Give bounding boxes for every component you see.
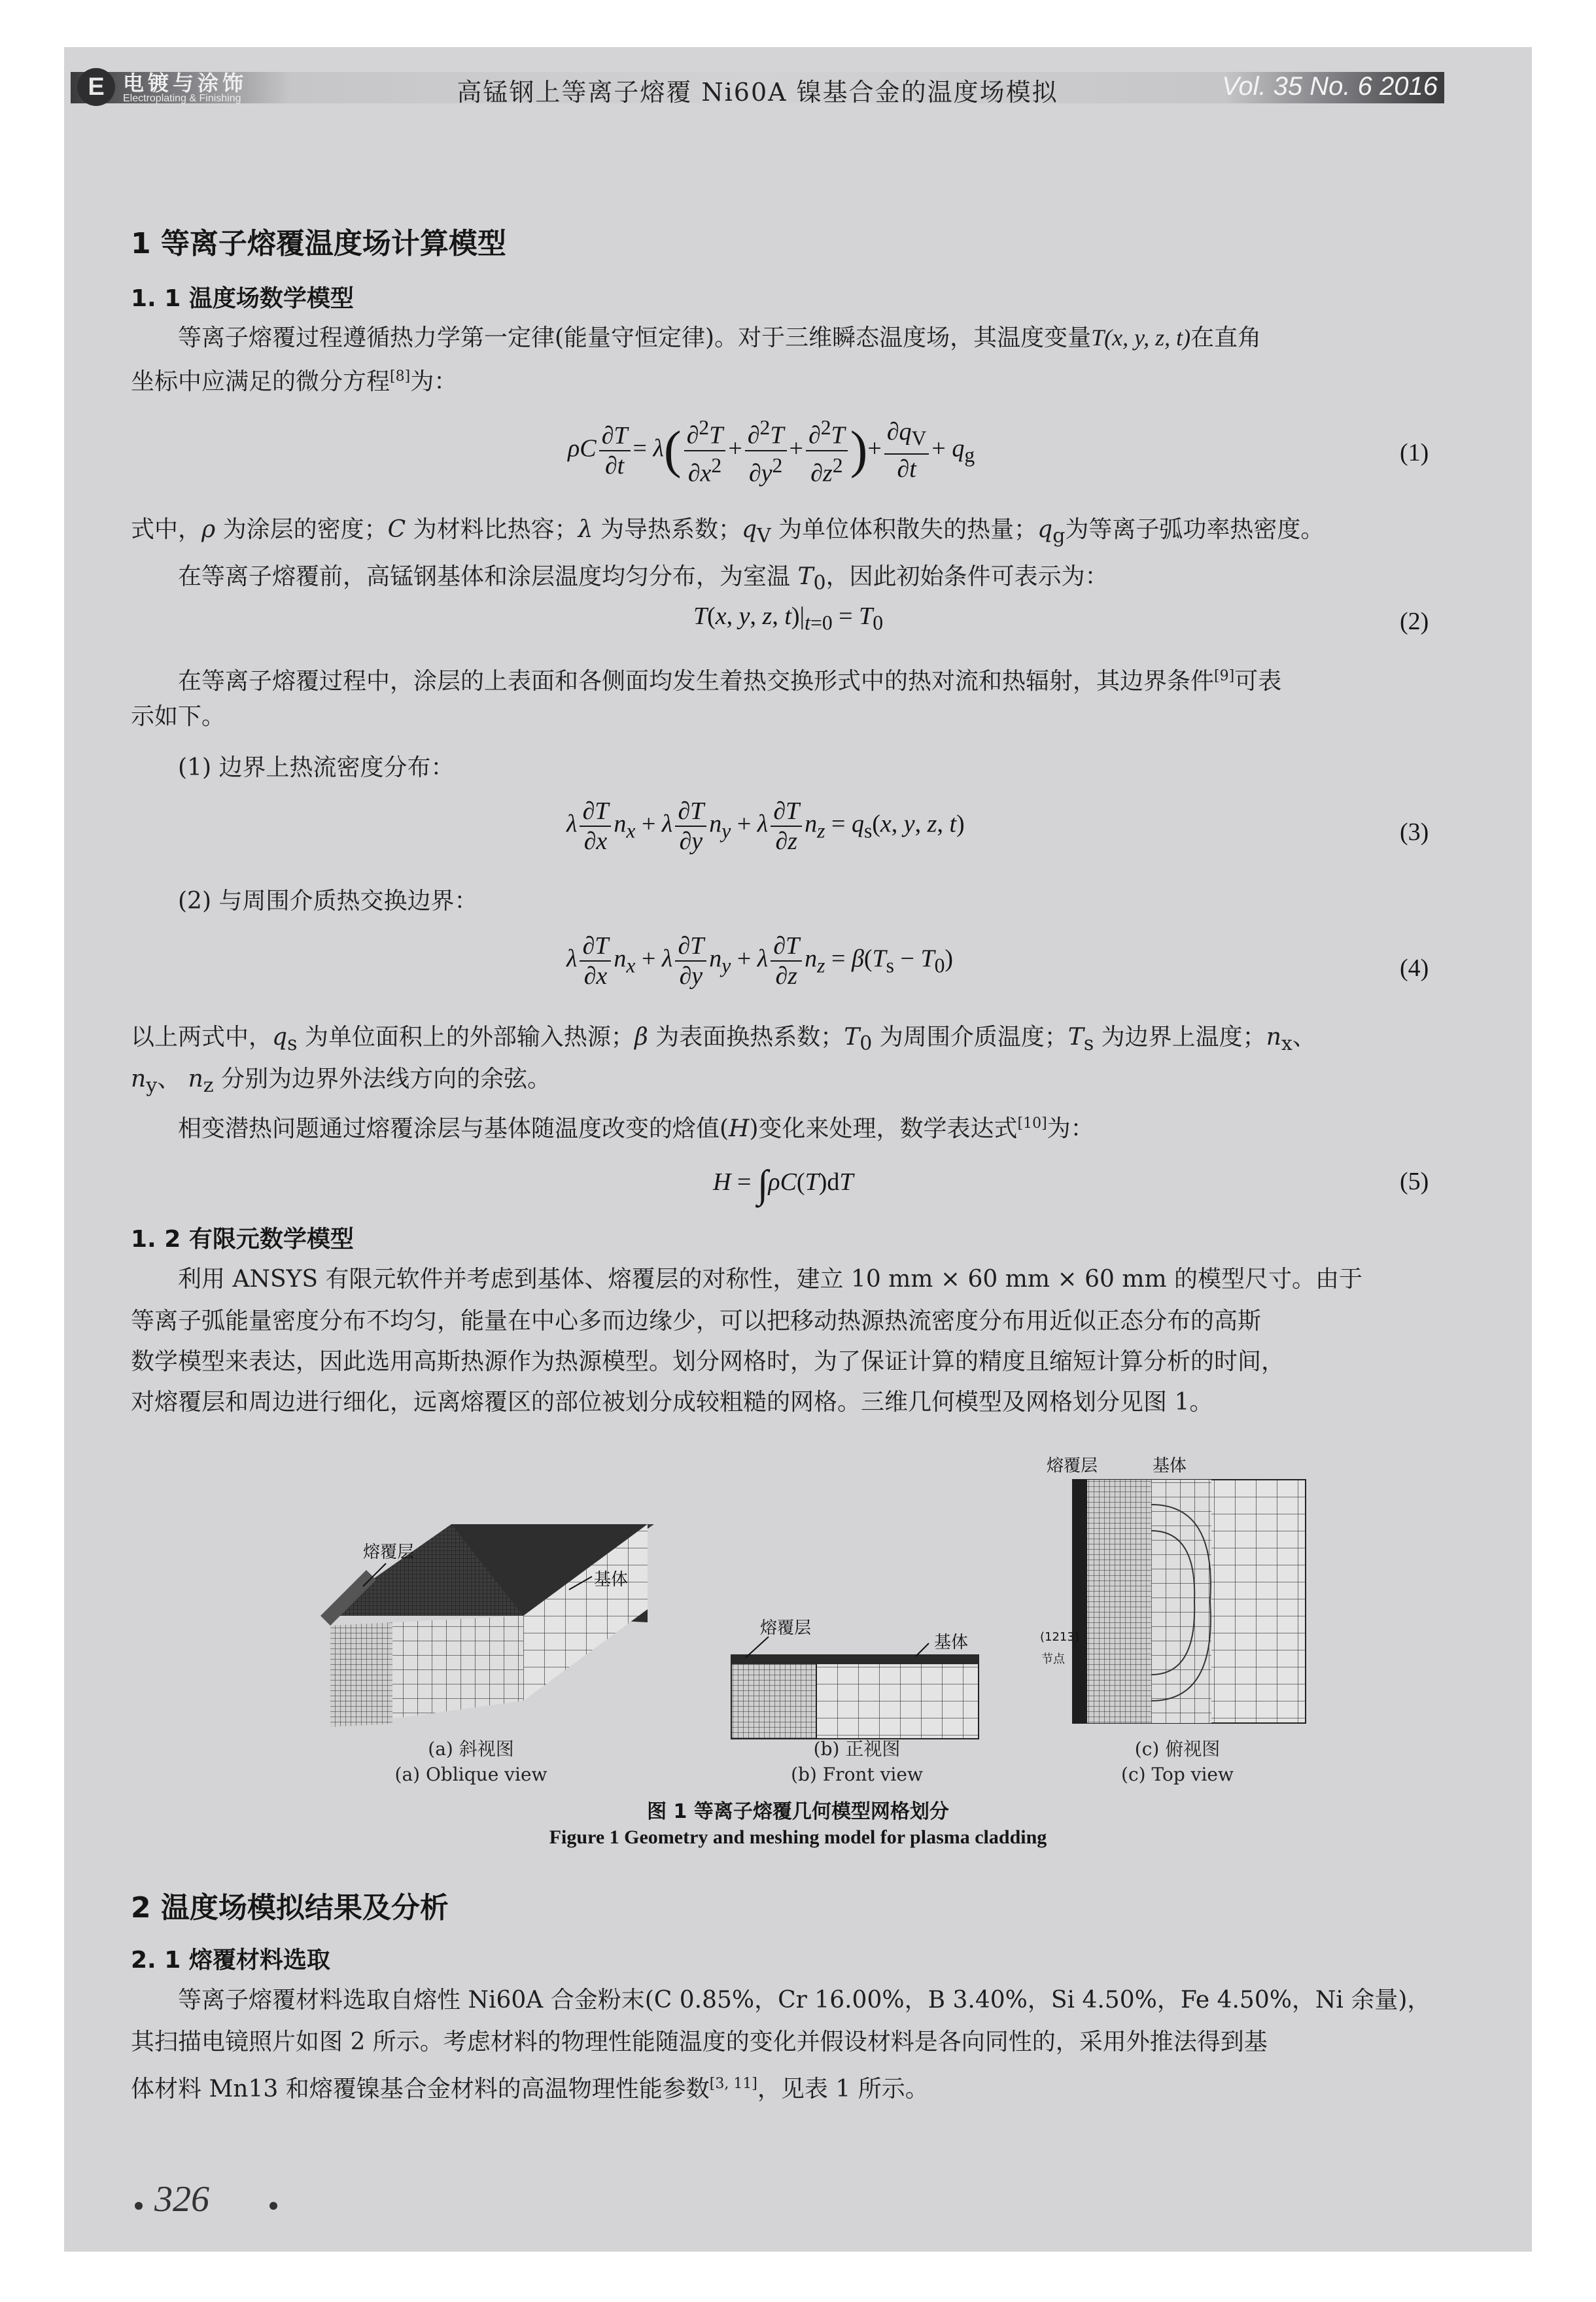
paragraph-4-line-2: 示如下。 (131, 703, 226, 730)
paragraph-7-line-4: 对熔覆层和周边进行细化，远离熔覆区的部位被划分成较粗糙的网格。三维几何模型及网格划分见图 1。 (131, 1389, 1213, 1416)
equation-3: λ $\frac{\partial T}{\partial x}$ $n_x + \lambda$ $\frac{\partial T}{\partial y}$ $n_y + \lambda$ $\frac{\partial T}{\partial z}$ $n_z = q_s(x$, y, z, t) (566, 797, 965, 855)
label-node: 节点 (1041, 1652, 1065, 1666)
caption-c-cn: (c) 俯视图 (1134, 1738, 1221, 1760)
paragraph-8-line-1: 等离子熔覆材料选取自熔性 Ni60A 合金粉末(C 0.85%，Cr 16.00%，B 3.40%，Si 4.50%，Fe 4.50%，Ni 余量)， (178, 1987, 1431, 2014)
equation-1-number: (1) (1400, 439, 1429, 466)
label-cladding-c: 熔覆层 (1047, 1456, 1098, 1476)
list-item-1: (1) 边界上热流密度分布： (178, 754, 455, 781)
caption-b-en: (b) Front view (791, 1764, 923, 1785)
paragraph-8-line-2: 其扫描电镜照片如图 2 所示。考虑材料的物理性能随温度的变化并假设材料是各向同性的，采用外推法得到基 (131, 2029, 1268, 2055)
equation-5-number: (5) (1400, 1168, 1429, 1195)
label-cladding-a: 熔覆层 (363, 1543, 415, 1562)
subsection-2-1-heading: 2. 1 熔覆材料选取 (131, 1947, 330, 1974)
label-substrate-a: 基体 (594, 1570, 629, 1590)
list-item-2: (2) 与周围介质热交换边界： (178, 888, 478, 915)
caption-c-en: (c) Top view (1121, 1764, 1234, 1785)
paragraph-2: 式中，ρ 为涂层的密度；C 为材料比热容；λ 为导热系数；$q_V$ 为单位体积散失的热量；$q_g$为等离子弧功率热密度。 (131, 516, 1325, 548)
equation-2-number: (2) (1400, 608, 1429, 635)
caption-a-cn: (a) 斜视图 (428, 1738, 514, 1760)
paragraph-4-line-1: 在等离子熔覆过程中，涂层的上表面和各侧面均发生着热交换形式中的热对流和热辐射，其边界条件[9]可表 (178, 668, 1282, 695)
paragraph-6: 相变潜热问题通过熔覆涂层与基体随温度改变的焓值(H)变化来处理，数学表达式[10]为： (178, 1115, 1094, 1142)
figure-1b-front-mesh (731, 1655, 979, 1739)
equation-4-number: (4) (1400, 954, 1429, 982)
label-node-number: (1213) (1040, 1630, 1079, 1644)
footer-dot-right (269, 2202, 277, 2210)
section-1-heading: 1 等离子熔覆温度场计算模型 (131, 227, 506, 260)
paragraph-1-line-1: 等离子熔覆过程遵循热力学第一定律(能量守恒定律)。对于三维瞬态温度场，其温度变量T(x, y, z, t)在直角 (178, 324, 1262, 351)
figure-1-title-en: Figure 1 Geometry and meshing model for plasma cladding (549, 1826, 1047, 1848)
journal-name-cn: 电镀与涂饰 (123, 71, 248, 96)
volume-info: Vol. 35 No. 6 2016 (1222, 72, 1438, 101)
paragraph-7-line-1: 利用 ANSYS 有限元软件并考虑到基体、熔覆层的对称性，建立 10 mm × 60 mm × 60 mm 的模型尺寸。由于 (178, 1266, 1363, 1293)
page-number: 326 (154, 2179, 209, 2220)
label-substrate-b: 基体 (934, 1633, 969, 1652)
subsection-1-2-heading: 1. 2 有限元数学模型 (131, 1226, 354, 1253)
journal-logo-icon: E (77, 68, 115, 106)
figure-1c-top-mesh (1073, 1480, 1306, 1723)
paragraph-1-line-2: 坐标中应满足的微分方程[8]为： (131, 368, 458, 395)
running-title: 高锰钢上等离子熔覆 Ni60A 镍基合金的温度场模拟 (457, 78, 1058, 107)
paragraph-5-line-2: $n_y$、 $n_z$ 分别为边界外法线方向的余弦。 (131, 1066, 551, 1098)
label-cladding-b: 熔覆层 (760, 1618, 812, 1638)
equation-3-number: (3) (1400, 818, 1429, 846)
caption-b-cn: (b) 正视图 (813, 1738, 901, 1760)
paragraph-3: 在等离子熔覆前，高锰钢基体和涂层温度均匀分布，为室温 $T_0$，因此初始条件可表示为： (178, 563, 1109, 595)
figure-1-title-cn: 图 1 等离子熔覆几何模型网格划分 (647, 1800, 949, 1823)
caption-a-en: (a) Oblique view (394, 1764, 547, 1785)
label-substrate-c: 基体 (1153, 1456, 1187, 1476)
equation-4: λ $\frac{\partial T}{\partial x}$ $n_x + \lambda$ $\frac{\partial T}{\partial y}$ $n_y + \lambda$ $\frac{\partial T}{\partial z}$ $n_z = \beta(T_s - T_0)$ (566, 932, 954, 990)
section-2-heading: 2 温度场模拟结果及分析 (131, 1891, 449, 1925)
footer-dot-left (135, 2202, 143, 2210)
journal-name-en: Electroplating & Finishing (123, 93, 241, 104)
paragraph-5-line-1: 以上两式中，$q_s$ 为单位面积上的外部输入热源；β 为表面换热系数；$T_0$ 为周围介质温度；$T_s$ 为边界上温度；$n_x$、 (131, 1024, 1316, 1056)
paragraph-8-line-3: 体材料 Mn13 和熔覆镍基合金材料的高温物理性能参数[3, 11]，见表 1 所示。 (131, 2076, 929, 2102)
paragraph-7-line-3: 数学模型来表达，因此选用高斯热源作为热源模型。划分网格时，为了保证计算的精度且缩短计算分析的时间， (131, 1348, 1285, 1375)
subsection-1-1-heading: 1. 1 温度场数学模型 (131, 285, 354, 312)
equation-2: T(x, y, z, $t)|_{t=0} = T_0$ (693, 602, 884, 635)
equation-1: ρC $\frac{\partial T}{\partial t}$ = λ( $\frac{\partial^2T}{\partial x^2}$ + $\frac{\partial^2T}{\partial y^2}$ + $\frac{\partial^2T}{\partial z^2}$ )+ $\frac{\partial q_V}{\partial t}$ + $q_g$ (568, 413, 975, 487)
equation-5: H = ∫ρC(T)dT (713, 1162, 854, 1206)
paragraph-7-line-2: 等离子弧能量密度分布不均匀，能量在中心多而边缘少，可以把移动热源热流密度分布用近似正态分布的高斯 (131, 1308, 1262, 1334)
